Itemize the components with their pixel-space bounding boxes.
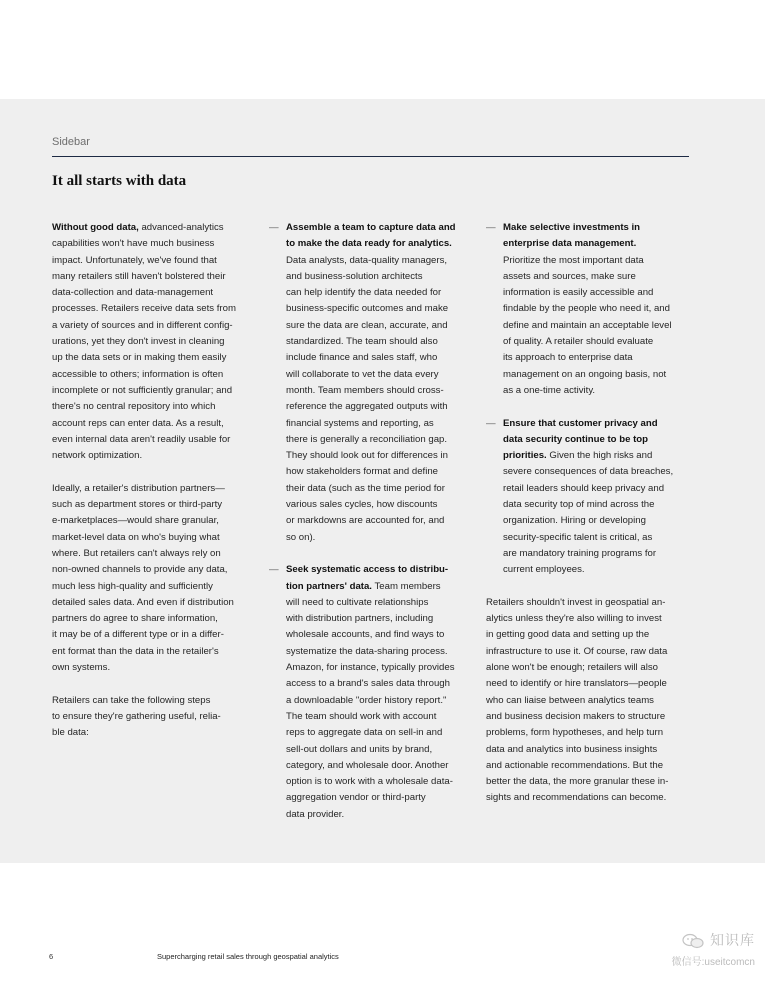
dash-icon: — [486, 417, 496, 429]
col1-paragraph-1 [52, 220, 262, 464]
col2-item2-tail: Team members [371, 580, 441, 592]
col1-paragraph-3: Retailers can take the following steps to ensure they're gathering useful, relia- ble data: [52, 694, 221, 739]
col3-item2-heading-c: priorities. [503, 450, 547, 462]
divider-rule [52, 156, 689, 157]
col3-item2-tail: Given the high risks and [546, 450, 653, 462]
col3-item2-text: severe consequences of data breaches, retail leaders should keep privacy and data security top of mind across the organization. Hiring or developing security-specific talent is critical, as are mandatory training programs for current employees. [503, 466, 674, 576]
col2-item-access [269, 562, 479, 823]
footer-title: Supercharging retail sales through geospatial analytics [157, 952, 339, 961]
col3-item1-heading: Make selective investments in enterprise data management. [503, 222, 641, 250]
col1-lead-bold: Without good data, [52, 222, 139, 233]
col1-p1-text: advanced-analytics capabilities won't have much business impact. Unfortunately, we've found that many retailers still haven't bolstered their data-collection and data-management processes. Retailers receive data sets from a variety of sources and in different config- urations, yet they don't invest in cleaning up the data sets or in making them easily accessible to others; information is often incomplete or not sufficiently granular; and there's no central repository into which account reps can enter data. As a result, even internal data aren't readily usable for network optimization. [52, 222, 236, 462]
watermark [672, 930, 755, 968]
dash-icon: — [269, 222, 279, 233]
col3-item-privacy [486, 416, 701, 579]
column-3 [486, 220, 701, 807]
col3-item-investments [486, 220, 701, 399]
col3-item1-text: Prioritize the most important data assets and sources, make sure information is easily accessible and findable by the people who need it, and define and maintain an acceptable level of quality. A retailer should evaluate its approach to enterprise data management on an ongoing basis, not as a one-time activity. [503, 254, 672, 396]
col2-item1-heading: Assemble a team to capture data and to make the data ready for analytics. [286, 222, 456, 250]
watermark-text: 知识库 [710, 932, 755, 948]
col2-item2-heading-b: tion partners' data. [286, 580, 372, 592]
col3-paragraph: Retailers shouldn't invest in geospatial an- alytics unless they're also willing to invest in getting good data and setting up the infrastructure to use it. Of course, raw data alone won't be enough; retailers will also need to identify or hire translators—people who can liaise between analytics teams and business decision makers to structure problems, form hypotheses, and help turn data and analytics into business insights and actionable recommendations. But the better the data, the more granular these in- sights and recommendations can become. [486, 596, 669, 804]
sidebar-title: It all starts with data [52, 173, 187, 189]
col2-item2-heading-a: Seek systematic access to distribu- [286, 564, 449, 576]
col2-item2-text: will need to cultivate relationships with distribution partners, including wholesale accounts, and find ways to systematize the data-sharing process. Amazon, for instance, typically provides access to a brand's sales data through a downloadable "order history report." The team should work with account reps to aggregate data on sell-in and sell-out dollars and units by brand, category, and wholesale door. Another option is to work with a wholesale data- aggregation vendor or third-party data provider. [286, 596, 455, 820]
col2-item-team [269, 220, 479, 546]
dash-icon: — [486, 222, 496, 233]
watermark-main [672, 930, 755, 950]
watermark-sub: 微信号:useitcomcn [671, 957, 755, 968]
col3-item2-heading: Ensure that customer privacy and data security continue to be top [503, 417, 658, 445]
page-number: 6 [49, 952, 54, 961]
wechat-icon [682, 933, 704, 949]
dash-icon: — [269, 564, 279, 576]
col2-item1-text: Data analysts, data-quality managers, and business-solution architects can help identify the data needed for business-specific outcomes and make sure the data are clean, accurate, and standardized. The team should also include finance and sales staff, who will collaborate to vet the data every month. Team members should cross- reference the aggregated outputs with financial systems and reporting, as there is generally a reconciliation gap. They should look out for differences in how stakeholders format and define their data (such as the time period for various sales cycles, how discounts or markdowns are accounted for, and so on). [286, 254, 449, 543]
sidebar-kicker: Sidebar [52, 136, 90, 148]
col1-paragraph-2: Ideally, a retailer's distribution partners— such as department stores or third-party e-marketplaces—would share granular, market-level data on who's buying what where. But retailers can't always rely on non-owned channels to provide any data, much less high-quality and sufficiently detailed sales data. And even if distribution partners do agree to share information, it may be of a different type or in a differ- ent format than the data in the retailer's own systems. [52, 482, 234, 674]
column-2 [269, 220, 479, 823]
column-1 [52, 220, 262, 742]
